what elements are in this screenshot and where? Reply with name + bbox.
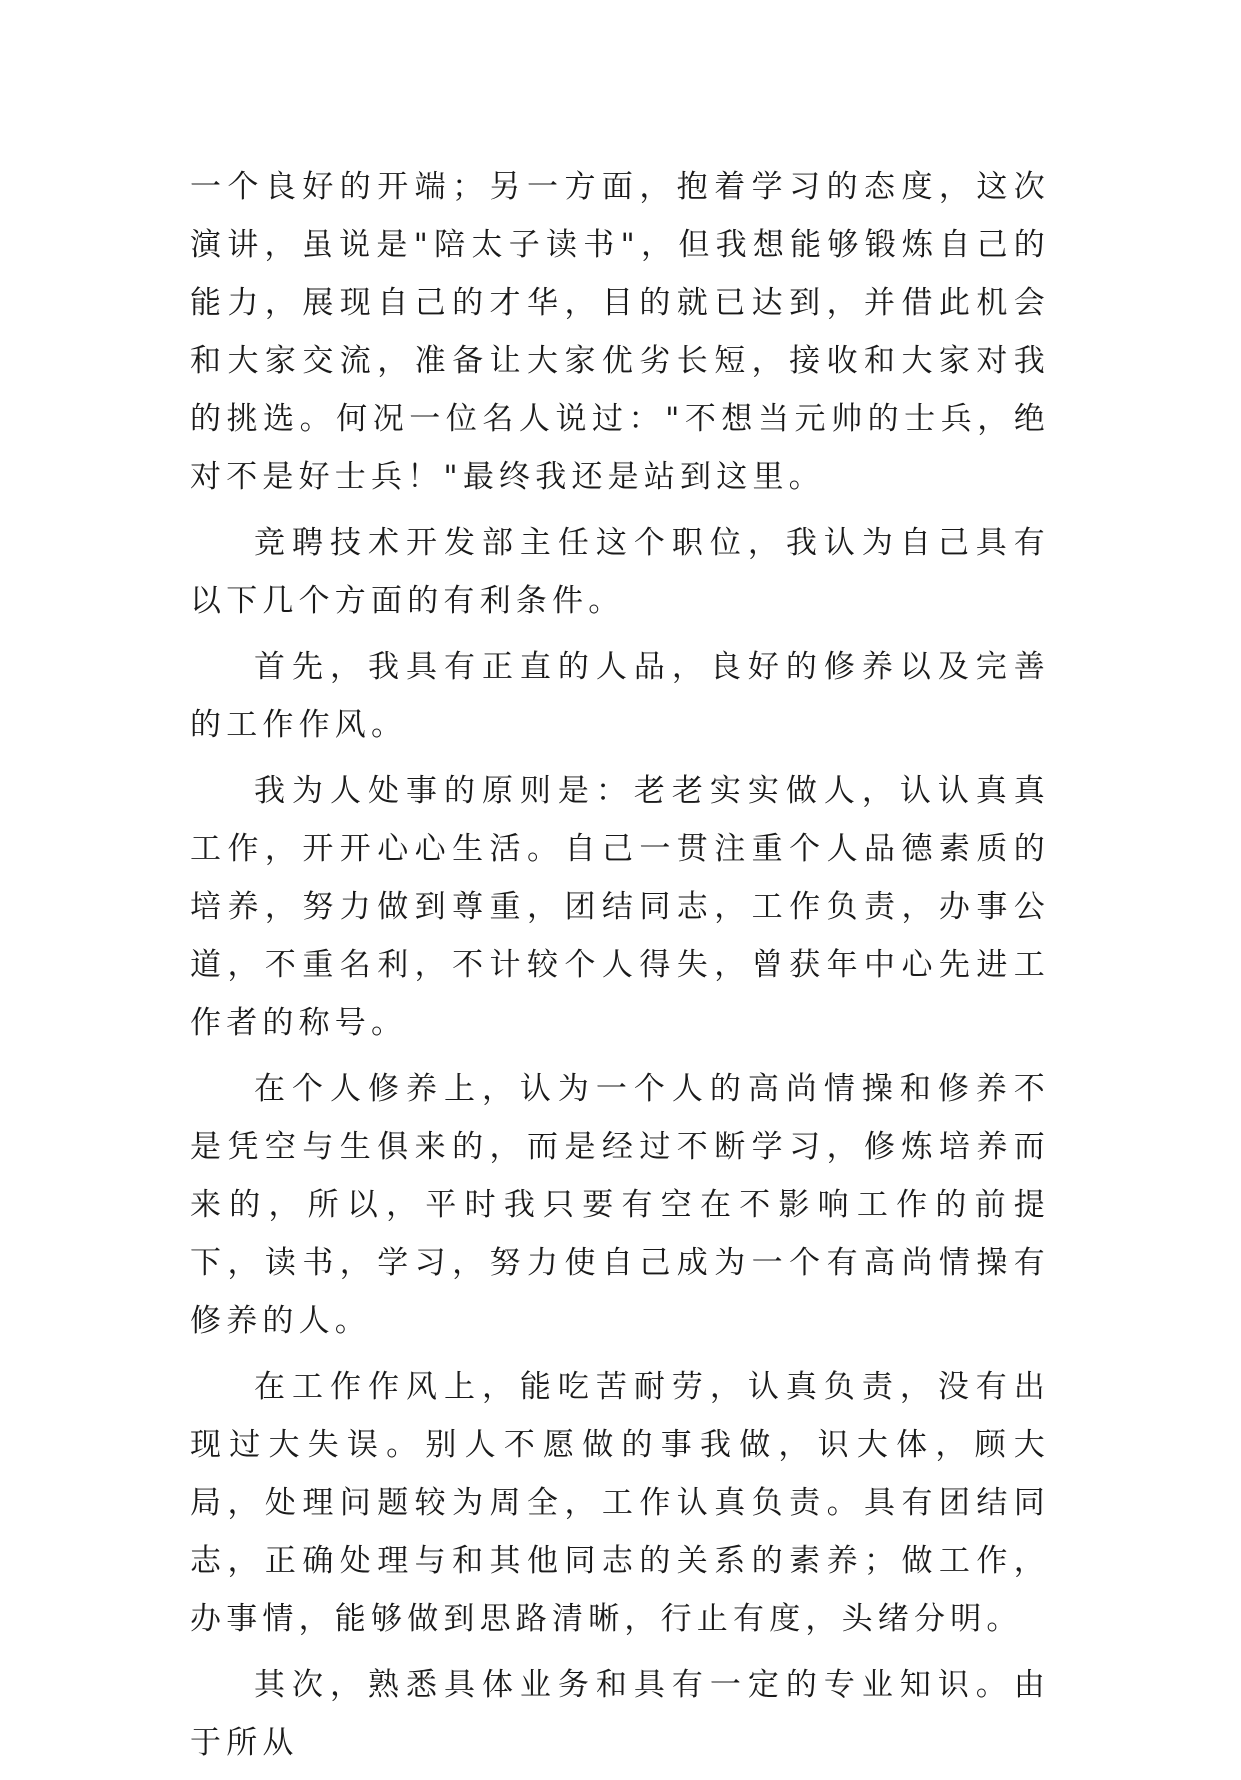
paragraph-1: 一个良好的开端；另一方面，抱着学习的态度，这次演讲，虽说是"陪太子读书"，但我想能够锻炼自己的能力，展现自己的才华，目的就已达到，并借此机会和大家交流，准备让大家优劣长短，接收和大家对我的挑选。何况一位名人说过："不想当元帅的士兵，绝对不是好士兵！"最终我还是站到这里。 [190, 169, 1050, 495]
paragraph-6: 在工作作风上，能吃苦耐劳，认真负责，没有出现过大失误。别人不愿做的事我做，识大体，顾大局，处理问题较为周全，工作认真负责。具有团结同志，正确处理与和其他同志的关系的素养；做工作，办事情，能够做到思路清晰，行止有度，头绪分明。 [190, 1369, 1050, 1637]
paragraph-3: 首先，我具有正直的人品，良好的修养以及完善的工作作风。 [190, 649, 1050, 743]
paragraph-4: 我为人处事的原则是：老老实实做人，认认真真工作，开开心心生活。自己一贯注重个人品德素质的培养，努力做到尊重，团结同志，工作负责，办事公道，不重名利，不计较个人得失，曾获年中心先进工作者的称号。 [190, 773, 1050, 1041]
paragraph-2: 竞聘技术开发部主任这个职位，我认为自己具有以下几个方面的有利条件。 [190, 525, 1050, 619]
paragraph-5: 在个人修养上，认为一个人的高尚情操和修养不是凭空与生俱来的，而是经过不断学习，修炼培养而来的，所以，平时我只要有空在不影响工作的前提下，读书，学习，努力使自己成为一个有高尚情操有修养的人。 [190, 1071, 1050, 1339]
paragraph-7: 其次，熟悉具体业务和具有一定的专业知识。由于所从 [190, 1667, 1050, 1761]
document-body [190, 158, 1050, 1780]
